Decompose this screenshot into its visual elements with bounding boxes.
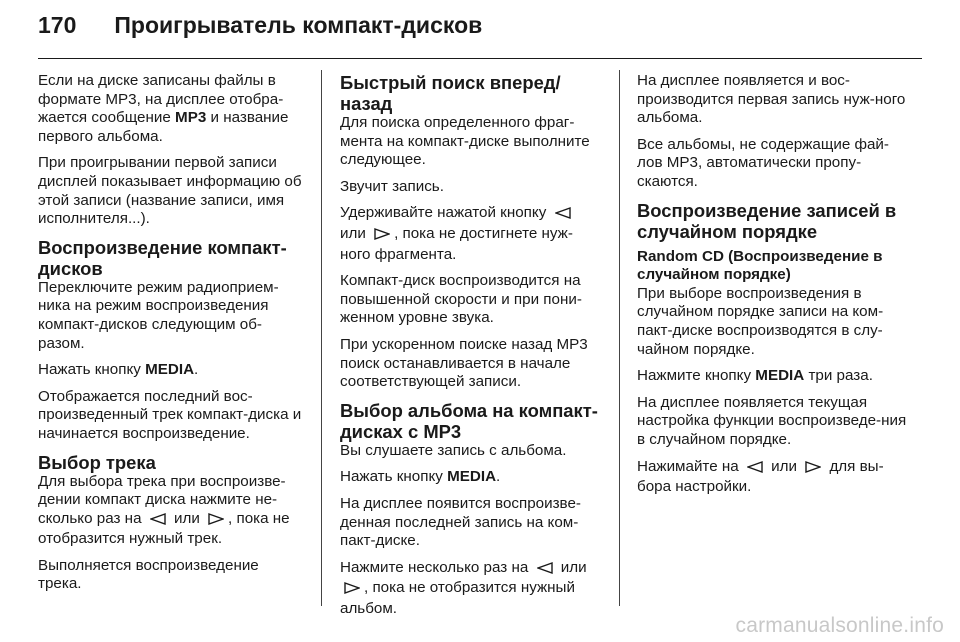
page-title: Проигрыватель компакт-дисков	[114, 12, 483, 38]
section-heading-fast-search: Быстрый поиск вперед/назад	[340, 72, 561, 114]
section-heading-cd-playback: Воспроизведение компакт-дисков	[38, 236, 287, 279]
paragraph: На дисплее появляется текущая настройка функции воспроизведе-ния в случайном порядке.	[637, 393, 907, 448]
column-left	[38, 72, 306, 602]
subheading-random-cd: Random CD (Воспроизведение в случайном порядке)	[637, 247, 883, 284]
paragraph: Нажмите несколько раз на или , пока не отобразится нужный альбом.	[340, 558, 587, 617]
paragraph: Для выбора трека при воспроизве-дении компакт диска нажмите не-сколько раз на или , пока не отобразится нужный трек.	[38, 472, 290, 548]
paragraph: Звучит запись.	[340, 177, 444, 195]
column-divider	[619, 70, 620, 606]
paragraph: Для поиска определенного фраг-мента на компакт-диске выполните следующее.	[340, 114, 590, 169]
paragraph: При проигрывании первой записи дисплей показывает информацию об этой записи (название записи, имя исполнителя...).	[38, 154, 302, 228]
media-button-label: MEDIA	[145, 361, 195, 379]
page-header	[38, 12, 482, 48]
paragraph: Удерживайте нажатой кнопку или , пока не достигнете нуж-ного фрагмента.	[340, 204, 573, 263]
column-divider	[321, 70, 322, 606]
paragraph: Если на диске записаны файлы в формате MP3, на дисплее отобра-жается сообщение MP3 и название первого альбома.	[38, 72, 289, 145]
paragraph: Нажмите кнопку MEDIA три раза.	[637, 367, 873, 385]
paragraph: Отображается последний вос-произведенный трек компакт-диска и начинается воспроизведение.	[38, 387, 302, 442]
paragraph: Нажать кнопку MEDIA.	[38, 361, 199, 379]
media-button-label: MEDIA	[755, 367, 805, 385]
section-heading-random-playback: Воспроизведение записей в случайном порядке	[637, 199, 897, 242]
paragraph: Выполняется воспроизведение трека.	[38, 556, 259, 593]
media-button-label: MEDIA	[447, 468, 497, 486]
column-right	[637, 72, 907, 505]
paragraph: Компакт-диск воспроизводится на повышенной скорости и при пони-женном уровне звука.	[340, 272, 582, 327]
section-heading-album-select: Выбор альбома на компакт-дисках с MP3	[340, 399, 598, 442]
paragraph: Все альбомы, не содержащие фай-лов MP3, автоматически пропу-скаются.	[637, 135, 889, 190]
paragraph: На дисплее появится воспроизве-денная последней запись на ком-пакт-диске.	[340, 494, 581, 550]
triangle-left-icon	[150, 512, 166, 531]
triangle-left-icon	[555, 206, 571, 225]
triangle-right-icon	[805, 460, 821, 479]
triangle-right-icon	[344, 581, 360, 600]
paragraph: При выборе воспроизведения в случайном порядке записи на ком-пакт-диске воспроизводятся в слу-чайном порядке.	[637, 284, 884, 358]
mp3-label: MP3	[175, 109, 207, 127]
triangle-right-icon	[208, 512, 224, 531]
watermark: carmanualsonline.info	[735, 614, 944, 637]
paragraph: При ускоренном поиске назад MP3 поиск останавливается в начале соответствующей записи.	[340, 335, 588, 391]
page-number: 170	[38, 12, 77, 38]
triangle-right-icon	[374, 227, 390, 246]
paragraph: Нажимайте на или для вы-бора настройки.	[637, 457, 884, 496]
paragraph: Вы слушаете запись с альбома.	[340, 441, 567, 459]
triangle-left-icon	[747, 460, 763, 479]
paragraph: Переключите режим радиоприем-ника на режим воспроизведения компакт-дисков следующим об-разом.	[38, 278, 279, 352]
paragraph: На дисплее появляется и вос-производится первая запись нуж-ного альбома.	[637, 72, 906, 127]
paragraph: Нажать кнопку MEDIA.	[340, 468, 501, 486]
section-heading-track-select: Выбор трека	[38, 451, 156, 473]
triangle-left-icon	[537, 561, 553, 580]
header-divider	[38, 58, 922, 59]
column-middle	[340, 72, 602, 626]
